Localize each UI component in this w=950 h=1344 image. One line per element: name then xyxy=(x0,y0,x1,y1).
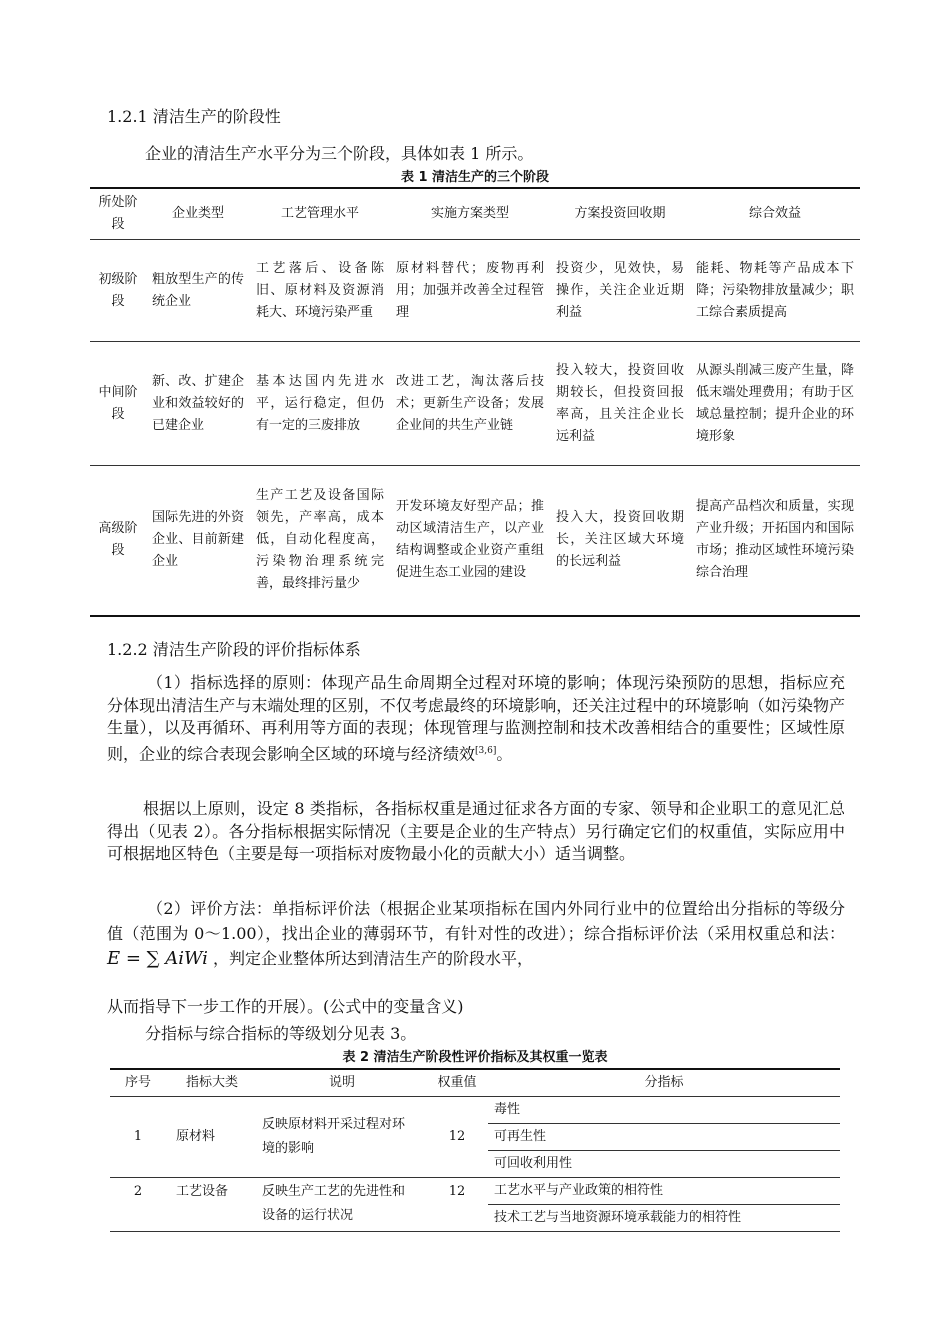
header-cell: 指标大类 xyxy=(166,1069,258,1097)
sub-indicator: 可再生性 xyxy=(488,1124,840,1151)
table-cell: 能耗、物耗等产品成本下降；污染物排放量减少；职工综合素质提高 xyxy=(690,240,860,342)
table-cell: 提高产品档次和质量，实现产业升级；开拓国内和国际市场；推动区域性环境污染综合治理 xyxy=(690,466,860,616)
table-row xyxy=(90,342,860,466)
table-cell: 投入大，投资回收期长，关注区域大环境的长远利益 xyxy=(550,466,690,616)
header-cell: 方案投资回收期 xyxy=(550,188,690,240)
method-paragraph-end: 从而指导下一步工作的开展）。(公式中的变量含义) xyxy=(107,997,464,1016)
header-cell: 工艺管理水平 xyxy=(250,188,390,240)
indicator-weight-table xyxy=(110,1068,840,1232)
sub-indicator: 技术工艺与当地资源环境承载能力的相符性 xyxy=(488,1205,840,1232)
stage-cell: 初级阶段 xyxy=(90,240,146,342)
principles-text: （1）指标选择的原则：体现产品生命周期全过程对环境的影响；体现污染预防的思想，指标应充分体现出清洁生产与末端处理的区别，不仅考虑最终的环境影响，还关注过程中的环境影响（如污染物产生量），以及再循环、再利用等方面的表现；体现管理与监测控制和技术改善相结合的重要性；区域性原则，企业的综合表现会影响全区域的环境与经济绩效 xyxy=(107,673,845,763)
header-cell: 权重值 xyxy=(426,1069,488,1097)
table-row xyxy=(110,1178,840,1205)
row-number: 1 xyxy=(110,1097,166,1178)
method-text: （2）评价方法：单指标评价法（根据企业某项指标在国内外同行业中的位置给出分指标的等级分值（范围为 0～1.00），找出企业的薄弱环节，有针对性的改进）；综合指标评价法（采用权重总和法： xyxy=(107,899,845,943)
intro-paragraph: 企业的清洁生产水平分为三个阶段，具体如表 1 所示。 xyxy=(145,144,534,163)
header-cell: 企业类型 xyxy=(146,188,250,240)
category-cell: 原材料 xyxy=(166,1097,258,1178)
method-text-cont: ，判定企业整体所达到清洁生产的阶段水平， xyxy=(213,949,534,968)
table-cell: 从源头削减三废产生量，降低末端处理费用；有助于区域总量控制；提升企业的环境形象 xyxy=(690,342,860,466)
header-cell: 序号 xyxy=(110,1069,166,1097)
stage-table-header xyxy=(90,188,860,240)
sub-indicator: 工艺水平与产业政策的相符性 xyxy=(488,1178,840,1205)
header-cell: 说明 xyxy=(258,1069,426,1097)
header-cell: 实施方案类型 xyxy=(390,188,550,240)
indicator-table-header xyxy=(110,1069,840,1097)
table-cell: 生产工艺及设备国际领先，产率高，成本低，自动化程度高，污染物治理系统完善，最终排污量少 xyxy=(250,466,390,616)
table2-caption: 表 2 清洁生产阶段性评价指标及其权重一览表 xyxy=(342,1050,608,1065)
table-cell: 投资少，见效快，易操作，关注企业近期利益 xyxy=(550,240,690,342)
method-paragraph xyxy=(107,896,845,971)
header-cell: 所处阶段 xyxy=(90,188,146,240)
table-row xyxy=(90,466,860,616)
description-cell: 反映原材料开采过程对环境的影响 xyxy=(258,1097,426,1178)
section-heading-121: 1.2.1 清洁生产的阶段性 xyxy=(107,107,281,126)
table1-caption: 表 1 清洁生产的三个阶段 xyxy=(400,170,550,185)
description-cell: 反映生产工艺的先进性和设备的运行状况 xyxy=(258,1178,426,1232)
principles-end: 。 xyxy=(496,743,513,763)
table-cell: 粗放型生产的传统企业 xyxy=(146,240,250,342)
table-cell: 国际先进的外资企业、目前新建企业 xyxy=(146,466,250,616)
table-cell: 新、改、扩建企业和效益较好的已建企业 xyxy=(146,342,250,466)
weights-paragraph: 根据以上原则，设定 8 类指标，各指标权重是通过征求各方面的专家、领导和企业职工的意见汇总得出（见表 2）。各分指标根据实际情况（主要是企业的生产特点）另行确定它们的权重值，实际应用中可根据地区特色（主要是每一项指标对废物最小化的贡献大小）适当调整。 xyxy=(107,799,845,863)
stage-cell: 中间阶段 xyxy=(90,342,146,466)
citation-ref: [3,6] xyxy=(475,745,497,756)
table-cell: 开发环境友好型产品；推动区域清洁生产，以产业结构调整或企业资产重组促进生态工业园的建设 xyxy=(390,466,550,616)
weight-cell: 12 xyxy=(426,1097,488,1178)
principles-paragraph xyxy=(107,672,845,765)
header-cell: 分指标 xyxy=(488,1069,840,1097)
sub-indicator: 可回收利用性 xyxy=(488,1151,840,1178)
table3-reference: 分指标与综合指标的等级划分见表 3。 xyxy=(145,1024,417,1043)
table-cell: 改进工艺，淘汰落后技术；更新生产设备；发展企业间的共生产业链 xyxy=(390,342,550,466)
category-cell: 工艺设备 xyxy=(166,1178,258,1232)
stage-cell: 高级阶段 xyxy=(90,466,146,616)
section-heading-122: 1.2.2 清洁生产阶段的评价指标体系 xyxy=(107,640,361,659)
row-number: 2 xyxy=(110,1178,166,1232)
weighted-sum-formula: E = ∑ AiWi xyxy=(107,948,208,969)
table-cell: 基本达国内先进水平，运行稳定，但仍有一定的三废排放 xyxy=(250,342,390,466)
table-row xyxy=(90,240,860,342)
stage-table xyxy=(90,187,860,617)
table-cell: 原材料替代；废物再利用；加强并改善全过程管理 xyxy=(390,240,550,342)
table-cell: 工艺落后、设备陈旧、原材料及资源消耗大、环境污染严重 xyxy=(250,240,390,342)
table-cell: 投入较大，投资回收期较长，但投资回报率高，且关注企业长远利益 xyxy=(550,342,690,466)
header-cell: 综合效益 xyxy=(690,188,860,240)
table-row xyxy=(110,1097,840,1124)
weight-cell: 12 xyxy=(426,1178,488,1232)
sub-indicator: 毒性 xyxy=(488,1097,840,1124)
